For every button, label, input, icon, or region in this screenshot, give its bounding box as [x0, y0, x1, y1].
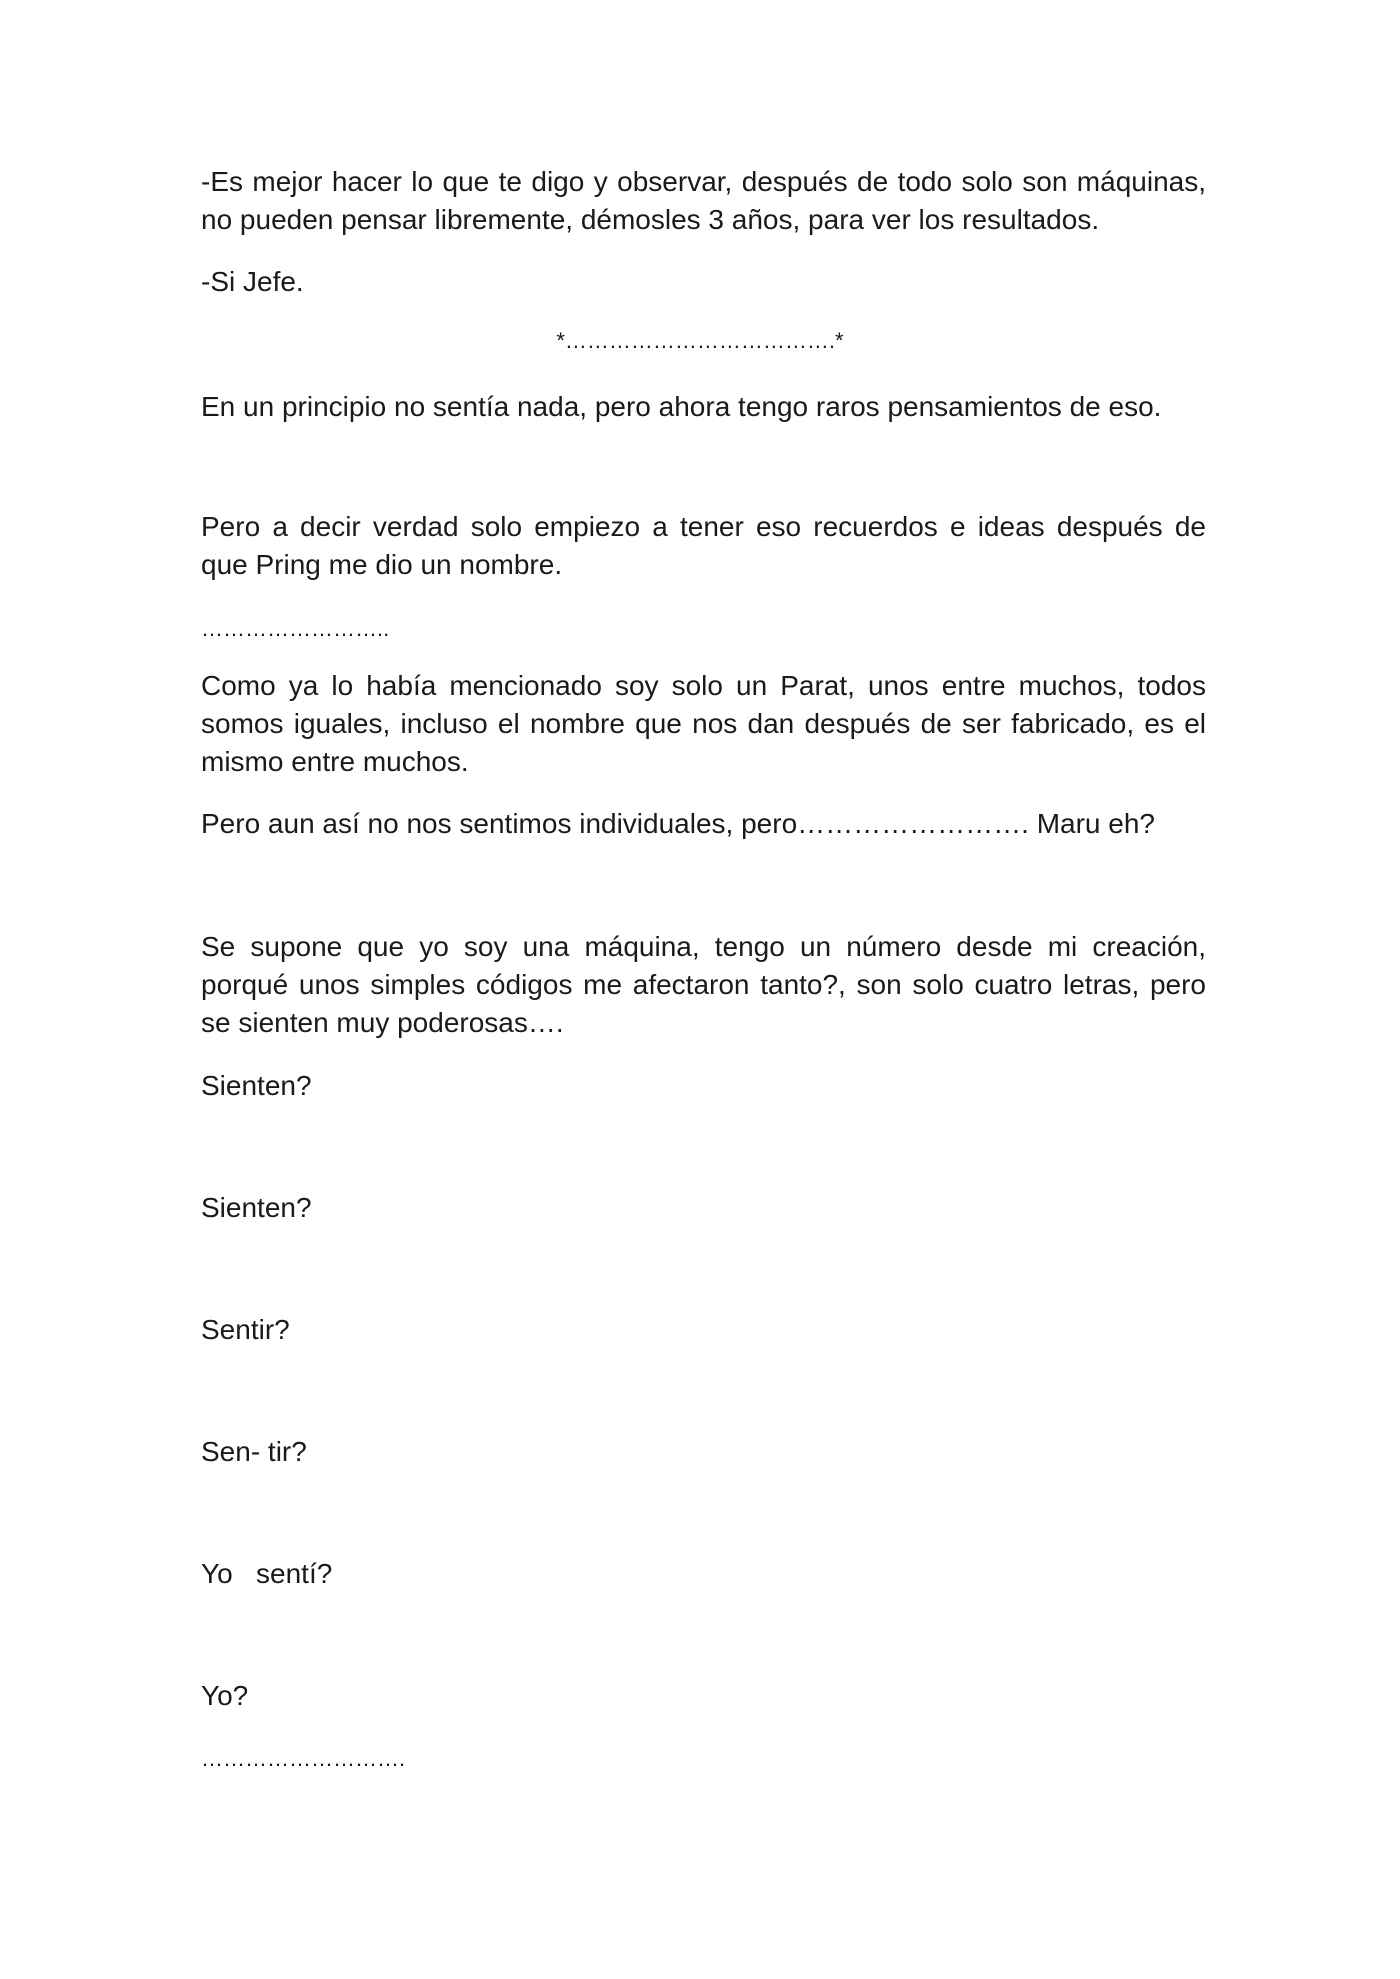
paragraph-line: somos iguales, incluso el nombre que nos dan después de ser fabricado, es el — [201, 708, 1206, 739]
paragraph-line: Sen- tir? — [201, 1436, 307, 1467]
paragraph-line: Sienten? — [201, 1192, 312, 1223]
paragraph-line: Sentir? — [201, 1314, 290, 1345]
paragraph-line: mismo entre muchos. — [201, 746, 469, 777]
paragraph-line: no pueden pensar libremente, démosles 3 años, para ver los resultados. — [201, 204, 1100, 235]
paragraph-line: porqué unos simples códigos me afectaron tanto?, son solo cuatro letras, pero — [201, 969, 1206, 1000]
scene-separator: *……………………………….* — [556, 328, 844, 353]
dialogue-line: -Si Jefe. — [201, 266, 304, 297]
paragraph-line: se sienten muy poderosas…. — [201, 1007, 564, 1038]
ellipsis-line: …………………….. — [201, 616, 390, 641]
paragraph-line: Yo sentí? — [201, 1558, 333, 1589]
paragraph-line: Yo? — [201, 1680, 249, 1711]
paragraph-line: Se supone que yo soy una máquina, tengo un número desde mi creación, — [201, 931, 1206, 962]
ellipsis-line: ………………………. — [201, 1746, 406, 1771]
paragraph-line: En un principio no sentía nada, pero ahora tengo raros pensamientos de eso. — [201, 391, 1162, 422]
paragraph-line: Pero aun así no nos sentimos individuales, pero……………………. Maru eh? — [201, 808, 1155, 839]
paragraph-line: que Pring me dio un nombre. — [201, 549, 563, 580]
paragraph-line: -Es mejor hacer lo que te digo y observar, después de todo solo son máquinas, — [201, 166, 1206, 197]
paragraph-line: Pero a decir verdad solo empiezo a tener eso recuerdos e ideas después de — [201, 511, 1206, 542]
paragraph-line: Sienten? — [201, 1070, 312, 1101]
paragraph-line: Como ya lo había mencionado soy solo un Parat, unos entre muchos, todos — [201, 670, 1206, 701]
